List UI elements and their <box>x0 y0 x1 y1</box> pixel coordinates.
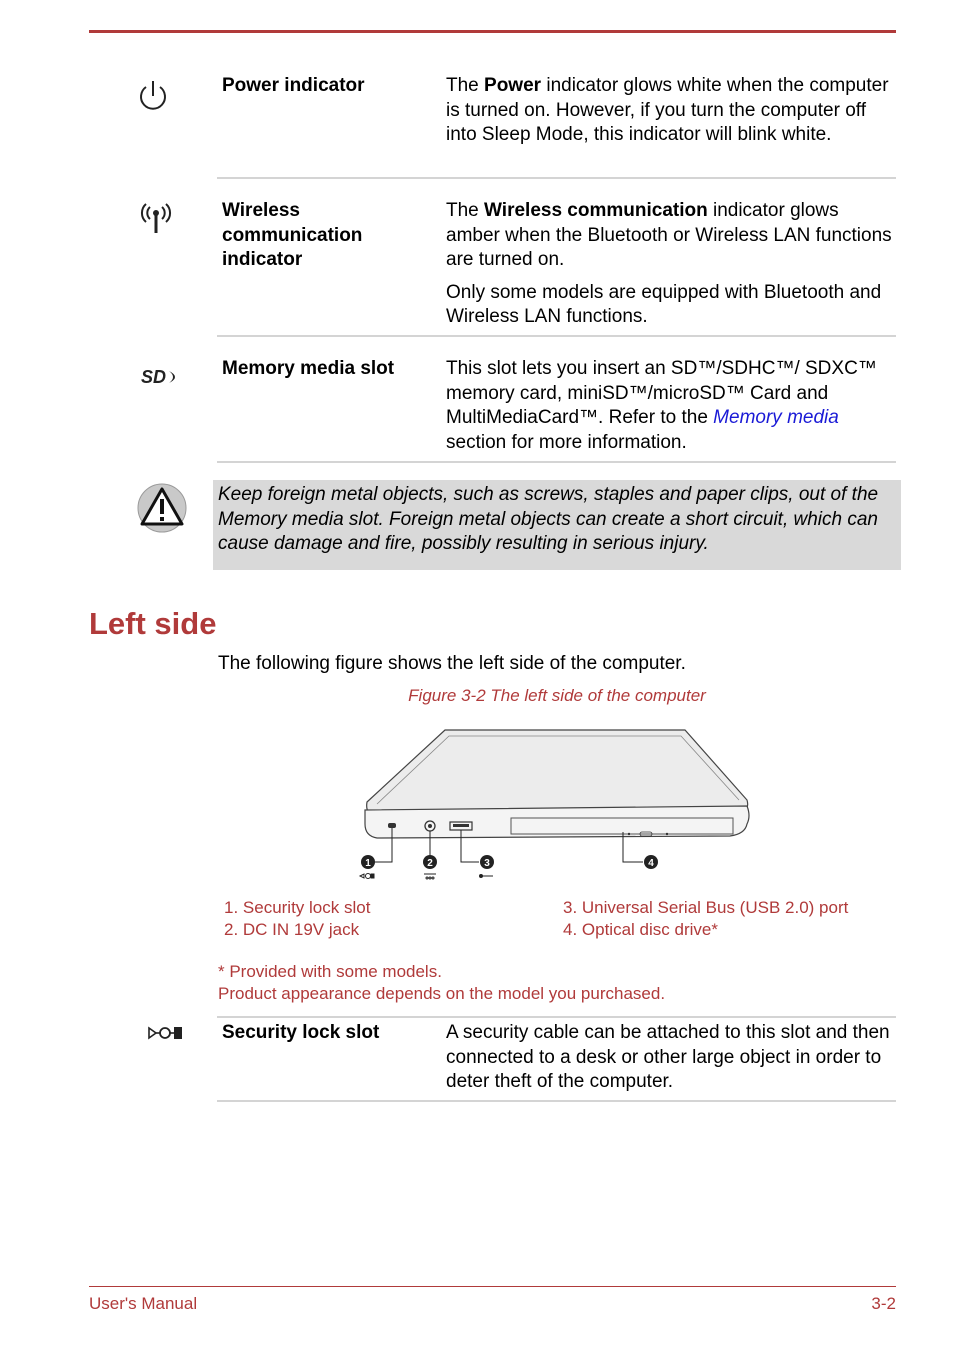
security-lock-description: A security cable can be attached to this slot and then connected to a desk or other large object in order to deter theft of the computer. <box>446 1022 890 1092</box>
table-divider <box>217 1016 896 1018</box>
legend-item: 4. Optical disc drive* <box>563 920 718 939</box>
wireless-indicator-description: The Wireless communication indicator glows amber when the Bluetooth or Wireless LAN functions are turned on. Only some models are equipped with Bluetooth and Wireless LAN functions. <box>446 200 892 327</box>
callout-3: 3 <box>484 858 490 869</box>
security-lock-label: Security lock slot <box>222 1022 380 1043</box>
figure-caption: Figure 3-2 The left side of the computer <box>408 686 706 705</box>
memory-media-link[interactable]: Memory media <box>713 407 839 428</box>
table-divider <box>217 461 896 463</box>
footer-page-number: 3-2 <box>871 1294 896 1313</box>
figure-notes <box>218 961 665 1005</box>
warning-text: Keep foreign metal objects, such as screws, staples and paper clips, out of the Memory media slot. Foreign metal objects can create a short circuit, which can cause damage and fire, possibly resulting in serious injury. <box>218 484 879 554</box>
power-indicator-label: Power indicator <box>222 75 365 96</box>
legend-item: 1. Security lock slot <box>224 898 371 917</box>
callout-2: 2 <box>427 858 433 869</box>
section-title: Left side <box>89 606 217 641</box>
note-line: Product appearance depends on the model you purchased. <box>218 984 666 1003</box>
wireless-indicator-label: Wireless communication indicator <box>222 200 363 270</box>
legend-item: 3. Universal Serial Bus (USB 2.0) port <box>563 898 849 917</box>
sd-card-icon <box>139 367 183 392</box>
memory-media-description: This slot lets you insert an SD™/SDHC™/ SDXC™ memory card, miniSD™/microSD™ Card and MultiMediaCard™. Refer to the Memory media section for more information. <box>446 358 877 453</box>
note-line: * Provided with some models. <box>218 962 442 981</box>
memory-media-label: Memory media slot <box>222 358 395 379</box>
footer-manual-title: User's Manual <box>89 1294 198 1313</box>
security-lock-icon <box>147 1024 187 1047</box>
laptop-left-side-figure <box>355 724 760 894</box>
section-intro: The following figure shows the left side of the computer. <box>218 653 686 674</box>
wireless-icon <box>139 203 173 240</box>
power-indicator-description: The Power indicator glows white when the computer is turned on. However, if you turn the computer off into Sleep Mode, this indicator will blink white. <box>446 75 889 145</box>
power-icon <box>137 79 169 118</box>
header-rule <box>89 30 896 33</box>
svg-text:SD: SD <box>141 367 167 387</box>
legend-left <box>224 897 370 941</box>
footer-rule <box>89 1286 896 1287</box>
warning-triangle-icon <box>137 483 187 538</box>
legend-item: 2. DC IN 19V jack <box>224 920 360 939</box>
callout-4: 4 <box>648 858 654 869</box>
callout-1: 1 <box>365 858 371 869</box>
legend-right <box>563 897 848 941</box>
table-divider <box>217 1100 896 1102</box>
table-divider <box>217 177 896 179</box>
table-divider <box>217 335 896 337</box>
